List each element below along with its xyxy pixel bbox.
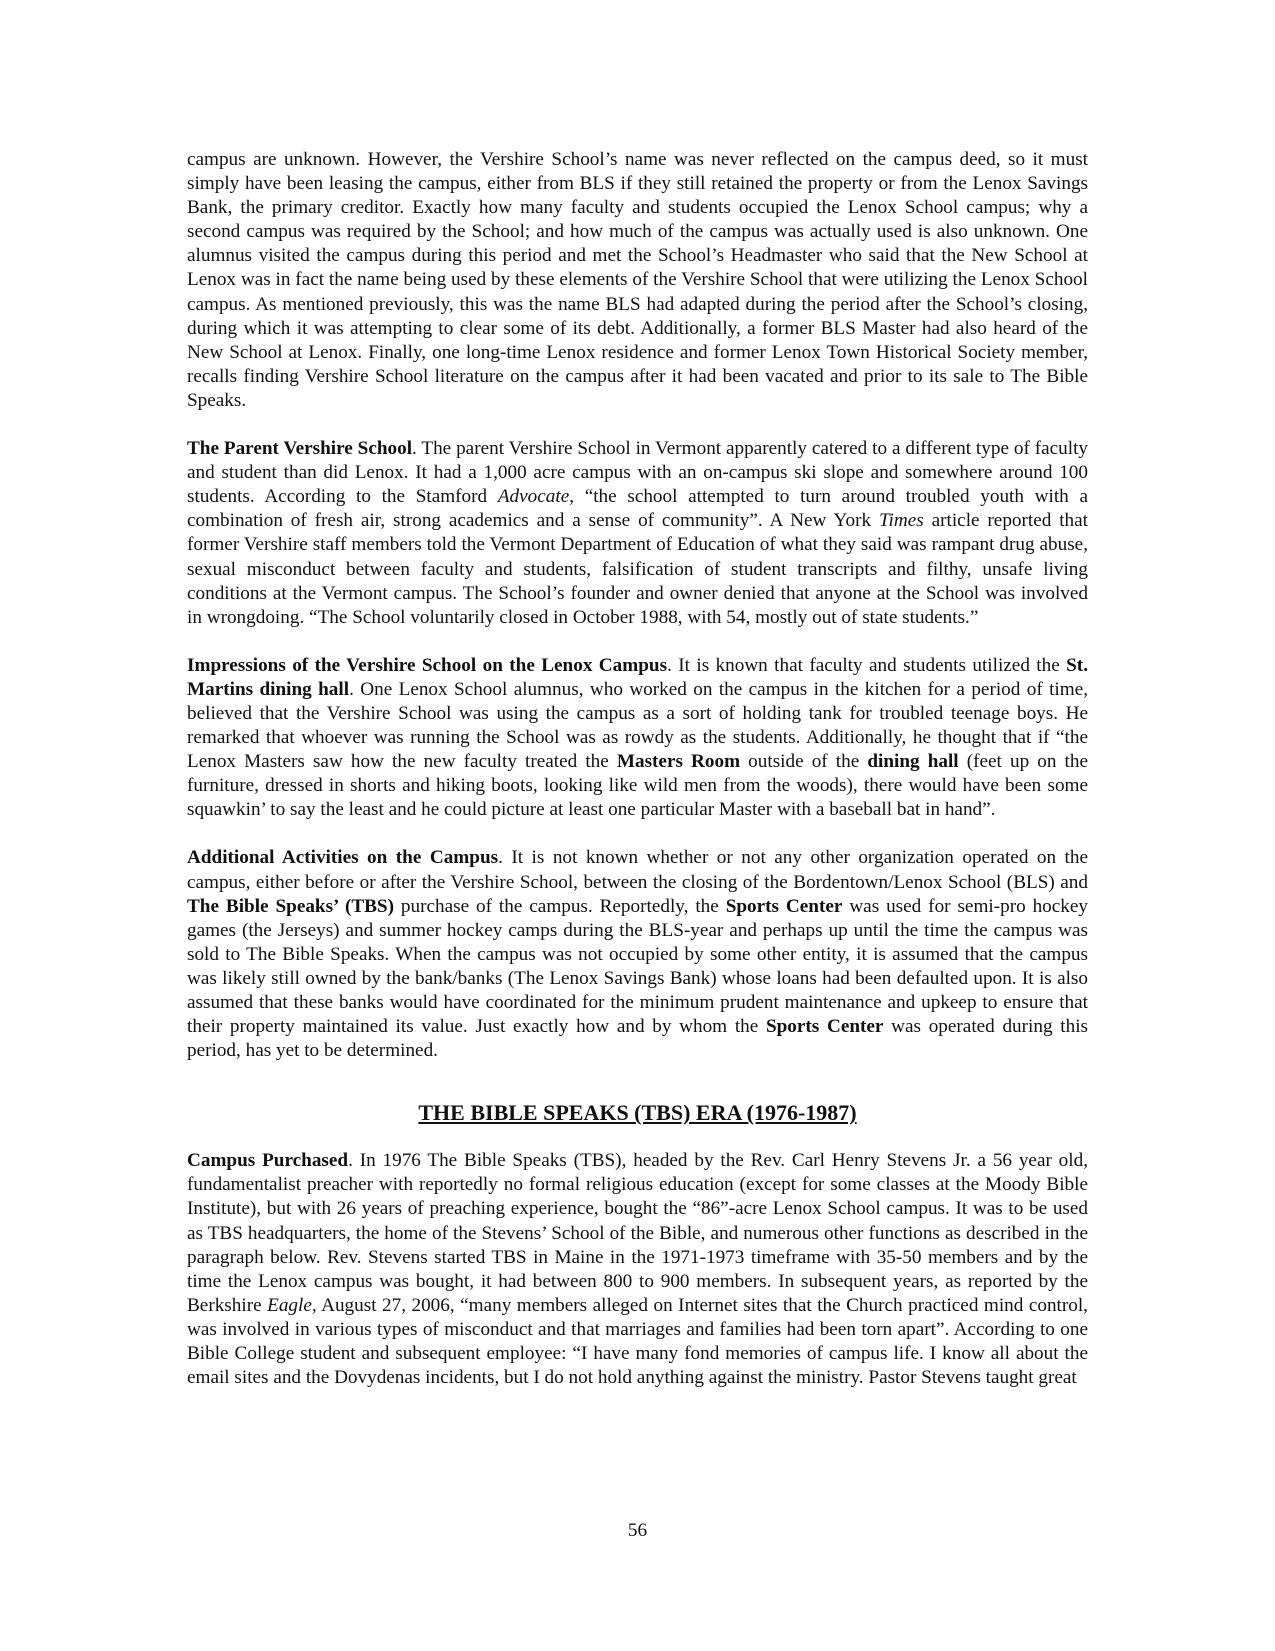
paragraph-text: , “the school attempted to turn around troubled youth with a combination of fresh air, strong academics and a sense of community”. A New York	[187, 486, 1088, 532]
paragraph-text: outside of the	[740, 751, 868, 773]
paragraph-text: . It is not known whether or not any other organization operated on the campus, either before or after the Vershire School, between the closing of the Bordentown/Lenox School (BLS) and	[187, 847, 1088, 893]
paragraph-text: (feet up on the furniture, dressed in shorts and hiking boots, looking like wild men from the woods), there would have been some squawkin’ to say the least and he could picture at least one particular Master with a baseball bat in hand”.	[187, 751, 1089, 821]
paragraph-text: . One Lenox School alumnus, who worked on the campus in the kitchen for a period of time, believed that the Vershire School was using the campus as a sort of holding tank for troubled teenage boys. He remarked that whoever was running the School was as rowdy as the students. Additionally, he thought that if “the Lenox Masters saw how the new faculty treated the	[187, 678, 1089, 773]
italic-publication-name: Times	[878, 510, 924, 532]
paragraph-text: . The parent Vershire School in Vermont apparently catered to a different type of faculty and student than did Lenox. It had a 1,000 acre campus with an on-campus ski slope and somewhere around 100 students. According to the Stamford	[187, 438, 1088, 508]
paragraph-text: article reported that former Vershire staff members told the Vermont Department of Education of what they said was rampant drug abuse, sexual misconduct between faculty and students, falsification of student transcripts and filthy, unsafe living conditions at the Vermont campus. The School’s founder and owner denied that anyone at the School was involved in wrongdoing. “The School voluntarily closed in October 1988, with 54, mostly out of state students.”	[187, 510, 1088, 628]
paragraph-parent-vershire-school	[187, 437, 1088, 630]
paragraph-text: was operated during this period, has yet to be determined.	[187, 1016, 1088, 1062]
paragraph-heading: Additional Activities on the Campus	[187, 847, 499, 869]
page-number: 56	[627, 1520, 648, 1541]
paragraph-heading: Impressions of the Vershire School on the Lenox Campus	[187, 654, 668, 676]
paragraph-campus-purchased	[187, 1149, 1088, 1390]
document-page	[187, 148, 1088, 1414]
section-heading: THE BIBLE SPEAKS (TBS) ERA (1976-1987)	[418, 1100, 857, 1126]
bold-place-name: Sports Center	[725, 895, 843, 917]
paragraph-heading: The Parent Vershire School	[187, 438, 413, 460]
bold-place-name: Masters Room	[616, 751, 741, 773]
paragraph-vershire-lease	[187, 148, 1088, 413]
paragraph-text: campus are unknown. However, the Vershire School’s name was never reflected on the campus deed, so it must simply have been leasing the campus, either from BLS if they still retained the property or from the Lenox Savings Bank, the primary creditor. Exactly how many faculty and students occupied the Lenox School campus; why a second campus was required by the School; and how much of the campus was actually used is also unknown. One alumnus visited the campus during this period and met the School’s Headmaster who said that the New School at Lenox was in fact the name being used by these elements of the Vershire School that were utilizing the Lenox School campus. As mentioned previously, this was the name BLS had adapted during the period after the School’s closing, during which it was attempting to clear some of its debt. Additionally, a former BLS Master had also heard of the New School at Lenox. Finally, one long-time Lenox residence and former Lenox Town Historical Society member, recalls finding Vershire School literature on the campus after it had been vacated and prior to its sale to The Bible Speaks.	[187, 149, 1088, 411]
paragraph-text: , August 27, 2006, “many members alleged on Internet sites that the Church practiced mind control, was involved in various types of misconduct and that marriages and families had been torn apart”. According to one Bible College student and subsequent employee: “I have many fond memories of campus life. I know all about the email sites and the Dovydenas incidents, but I do not hold anything against the ministry. Pastor Stevens taught great	[187, 1294, 1088, 1389]
bold-organization-name: The Bible Speaks’ (TBS)	[187, 895, 394, 917]
bold-place-name: dining hall	[867, 751, 959, 773]
bold-place-name: Sports Center	[765, 1016, 884, 1038]
paragraph-impressions-vershire	[187, 654, 1088, 823]
italic-publication-name: Advocate	[497, 486, 570, 508]
paragraph-text: . In 1976 The Bible Speaks (TBS), headed by the Rev. Carl Henry Stevens Jr. a 56 year old, fundamentalist preacher with reportedly no formal religious education (except for some classes at the Moody Bible Institute), but with 26 years of preaching experience, bought the “86”-acre Lenox School campus. It was to be used as TBS headquarters, the home of the Stevens’ School of the Bible, and numerous other functions as described in the paragraph below. Rev. Stevens started TBS in Maine in the 1971-1973 timeframe with 35-50 members and by the time the Lenox campus was bought, it had between 800 to 900 members. In subsequent years, as reported by the Berkshire	[187, 1150, 1088, 1316]
paragraph-text: . It is known that faculty and students utilized the	[667, 654, 1067, 676]
paragraph-text: was used for semi-pro hockey games (the Jerseys) and summer hockey camps during the BLS-year and perhaps up until the time the campus was sold to The Bible Speaks. When the campus was not occupied by some other entity, it is assumed that the campus was likely still owned by the bank/banks (The Lenox Savings Bank) whose loans had been defaulted upon. It is also assumed that these banks would have coordinated for the minimum prudent maintenance and upkeep to ensure that their property maintained its value. Just exactly how and by whom the	[187, 895, 1088, 1038]
paragraph-heading: Campus Purchased	[187, 1150, 349, 1172]
bold-place-name: St. Martins dining hall	[187, 654, 1088, 700]
italic-publication-name: Eagle	[267, 1294, 312, 1316]
paragraph-additional-activities	[187, 846, 1088, 1063]
paragraph-text: purchase of the campus. Reportedly, the	[394, 895, 726, 917]
